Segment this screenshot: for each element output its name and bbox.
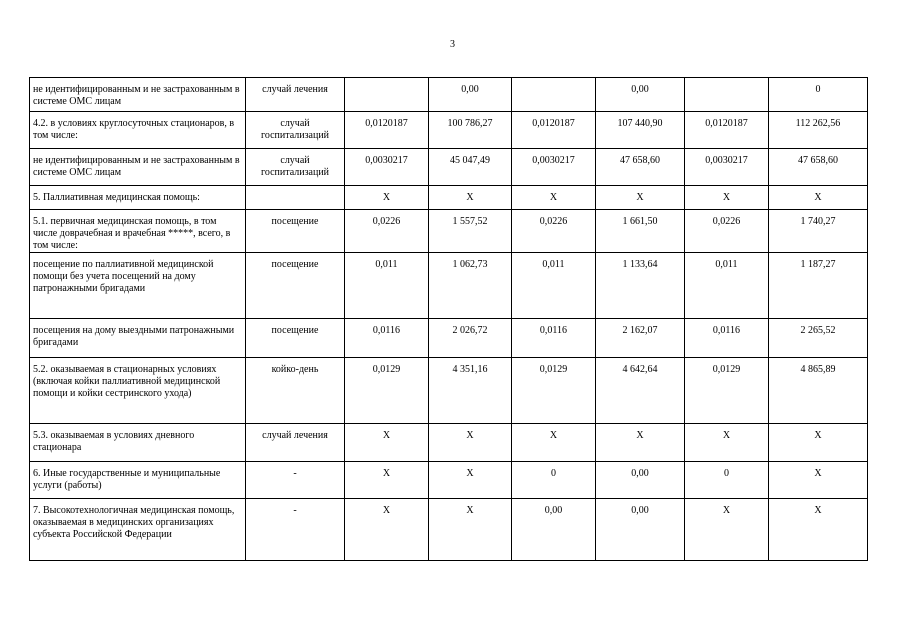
value-cell: 107 440,90 <box>596 112 685 149</box>
row-name-cell: 5. Паллиативная медицинская помощь: <box>30 186 246 210</box>
value-cell: 1 133,64 <box>596 253 685 319</box>
value-cell: X <box>345 424 429 462</box>
value-cell: 0,0030217 <box>345 149 429 186</box>
table-row <box>30 462 868 499</box>
unit-cell: - <box>246 462 345 499</box>
table-row <box>30 112 868 149</box>
value-cell: X <box>512 186 596 210</box>
value-cell: 0,0120187 <box>345 112 429 149</box>
table-row <box>30 149 868 186</box>
value-cell: X <box>769 186 868 210</box>
value-cell: 0,0030217 <box>512 149 596 186</box>
value-cell: 2 026,72 <box>429 319 512 358</box>
value-cell: 0,00 <box>596 462 685 499</box>
value-cell: X <box>429 186 512 210</box>
value-cell: 4 865,89 <box>769 358 868 424</box>
value-cell: 1 187,27 <box>769 253 868 319</box>
value-cell: X <box>685 186 769 210</box>
value-cell <box>512 78 596 112</box>
value-cell: X <box>769 499 868 561</box>
value-cell: X <box>769 462 868 499</box>
value-cell: 47 658,60 <box>596 149 685 186</box>
unit-cell: - <box>246 499 345 561</box>
value-cell: X <box>769 424 868 462</box>
value-cell: 2 265,52 <box>769 319 868 358</box>
value-cell: 1 740,27 <box>769 210 868 253</box>
value-cell: 0,00 <box>512 499 596 561</box>
value-cell: 0,00 <box>596 499 685 561</box>
value-cell: X <box>429 462 512 499</box>
data-table <box>29 77 868 561</box>
value-cell: 0,0120187 <box>685 112 769 149</box>
row-name-cell: 5.2. оказываемая в стационарных условиях (включая койки паллиативной медицинской помощи и койки сестринского ухода) <box>30 358 246 424</box>
row-name-cell: не идентифицированным и не застрахованным в системе ОМС лицам <box>30 78 246 112</box>
value-cell: X <box>685 499 769 561</box>
value-cell: 0,0116 <box>512 319 596 358</box>
value-cell: 0,0120187 <box>512 112 596 149</box>
unit-cell: случай лечения <box>246 424 345 462</box>
value-cell: X <box>345 499 429 561</box>
unit-cell: посещение <box>246 210 345 253</box>
value-cell <box>345 78 429 112</box>
value-cell: 0,0129 <box>685 358 769 424</box>
table-row <box>30 424 868 462</box>
table-row <box>30 499 868 561</box>
value-cell: 1 062,73 <box>429 253 512 319</box>
value-cell: X <box>596 424 685 462</box>
row-name-cell: 4.2. в условиях круглосуточных стационаров, в том числе: <box>30 112 246 149</box>
value-cell: 4 351,16 <box>429 358 512 424</box>
row-name-cell: 7. Высокотехнологичная медицинская помощь, оказываемая в медицинских организациях субъекта Российской Федерации <box>30 499 246 561</box>
value-cell: 0,0129 <box>512 358 596 424</box>
page-number: 3 <box>450 39 455 50</box>
value-cell: X <box>685 424 769 462</box>
row-name-cell: 6. Иные государственные и муниципальные услуги (работы) <box>30 462 246 499</box>
value-cell: 4 642,64 <box>596 358 685 424</box>
table-row <box>30 186 868 210</box>
value-cell: 100 786,27 <box>429 112 512 149</box>
value-cell: X <box>345 186 429 210</box>
unit-cell: посещение <box>246 253 345 319</box>
value-cell: 47 658,60 <box>769 149 868 186</box>
value-cell: 0,0116 <box>685 319 769 358</box>
unit-cell <box>246 186 345 210</box>
value-cell: 0,00 <box>429 78 512 112</box>
table-row <box>30 253 868 319</box>
value-cell: 1 661,50 <box>596 210 685 253</box>
row-name-cell: посещения на дому выездными патронажными бригадами <box>30 319 246 358</box>
value-cell: 0,011 <box>685 253 769 319</box>
value-cell: X <box>429 499 512 561</box>
value-cell: 1 557,52 <box>429 210 512 253</box>
table-row <box>30 210 868 253</box>
value-cell: X <box>345 462 429 499</box>
table-row <box>30 78 868 112</box>
value-cell: 0 <box>769 78 868 112</box>
value-cell: 0,0129 <box>345 358 429 424</box>
value-cell: X <box>429 424 512 462</box>
row-name-cell: посещение по паллиативной медицинской помощи без учета посещений на дому патронажными бригадами <box>30 253 246 319</box>
unit-cell: случай госпитализаций <box>246 112 345 149</box>
unit-cell: случай лечения <box>246 78 345 112</box>
row-name-cell: не идентифицированным и не застрахованным в системе ОМС лицам <box>30 149 246 186</box>
value-cell: 112 262,56 <box>769 112 868 149</box>
value-cell: 0,0030217 <box>685 149 769 186</box>
table-row <box>30 319 868 358</box>
unit-cell: посещение <box>246 319 345 358</box>
value-cell: 0,011 <box>512 253 596 319</box>
value-cell: X <box>596 186 685 210</box>
value-cell: 0,00 <box>596 78 685 112</box>
value-cell: 45 047,49 <box>429 149 512 186</box>
value-cell: 0,0226 <box>345 210 429 253</box>
value-cell: 0 <box>512 462 596 499</box>
unit-cell: койко-день <box>246 358 345 424</box>
value-cell: 0,0226 <box>512 210 596 253</box>
row-name-cell: 5.1. первичная медицинская помощь, в том числе доврачебная и врачебная *****, всего, в том числе: <box>30 210 246 253</box>
value-cell: X <box>512 424 596 462</box>
value-cell: 0,0226 <box>685 210 769 253</box>
value-cell: 2 162,07 <box>596 319 685 358</box>
row-name-cell: 5.3. оказываемая в условиях дневного стационара <box>30 424 246 462</box>
unit-cell: случай госпитализаций <box>246 149 345 186</box>
value-cell: 0,011 <box>345 253 429 319</box>
value-cell: 0,0116 <box>345 319 429 358</box>
table-row <box>30 358 868 424</box>
value-cell <box>685 78 769 112</box>
value-cell: 0 <box>685 462 769 499</box>
